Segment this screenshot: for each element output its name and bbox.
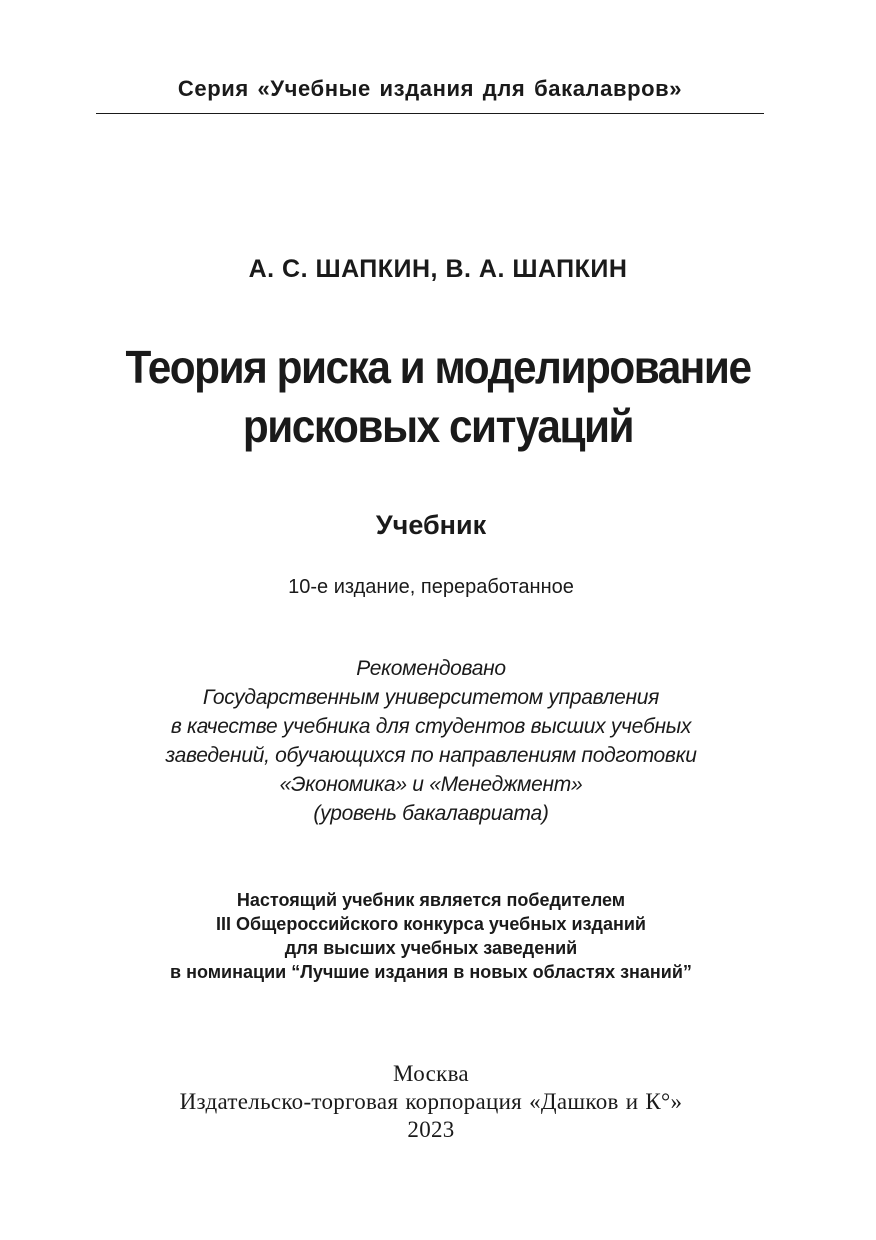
authors: А. С. ШАПКИН, В. А. ШАПКИН (248, 255, 628, 283)
header-rule (96, 113, 764, 114)
series-title: Серия «Учебные издания для бакалавров» (177, 76, 683, 101)
award-line: III Общероссийского конкурса учебных изданий (216, 914, 646, 934)
imprint-block (60, 1060, 802, 1144)
recommendation-line: Государственным университетом управления (202, 686, 660, 709)
award-line: Настоящий учебник является победителем (236, 890, 626, 910)
book-title-line: Теория риска и моделирование (125, 341, 751, 393)
imprint-publisher: Издательско-торговая корпорация «Дашков и К°» (179, 1089, 683, 1114)
recommendation-line: Рекомендовано (356, 657, 506, 680)
book-title-line: рисковых ситуаций (242, 400, 634, 452)
recommendation-line: «Экономика» и «Менеджмент» (279, 773, 583, 796)
recommendation-line: заведений, обучающихся по направлениям подготовки (165, 744, 697, 767)
recommendation-line: в качестве учебника для студентов высших учебных (170, 715, 692, 738)
document-type: Учебник (375, 510, 487, 540)
recommendation-block (60, 654, 802, 828)
recommendation-line: (уровень бакалавриата) (313, 802, 549, 825)
award-line: для высших учебных заведений (284, 938, 578, 958)
award-line: в номинации “Лучшие издания в новых областях знаний” (170, 962, 692, 982)
imprint-year: 2023 (407, 1117, 455, 1142)
award-block (60, 888, 802, 984)
imprint-city: Москва (393, 1061, 469, 1086)
edition-info: 10-е издание, переработанное (288, 576, 574, 598)
book-title (53, 338, 822, 456)
